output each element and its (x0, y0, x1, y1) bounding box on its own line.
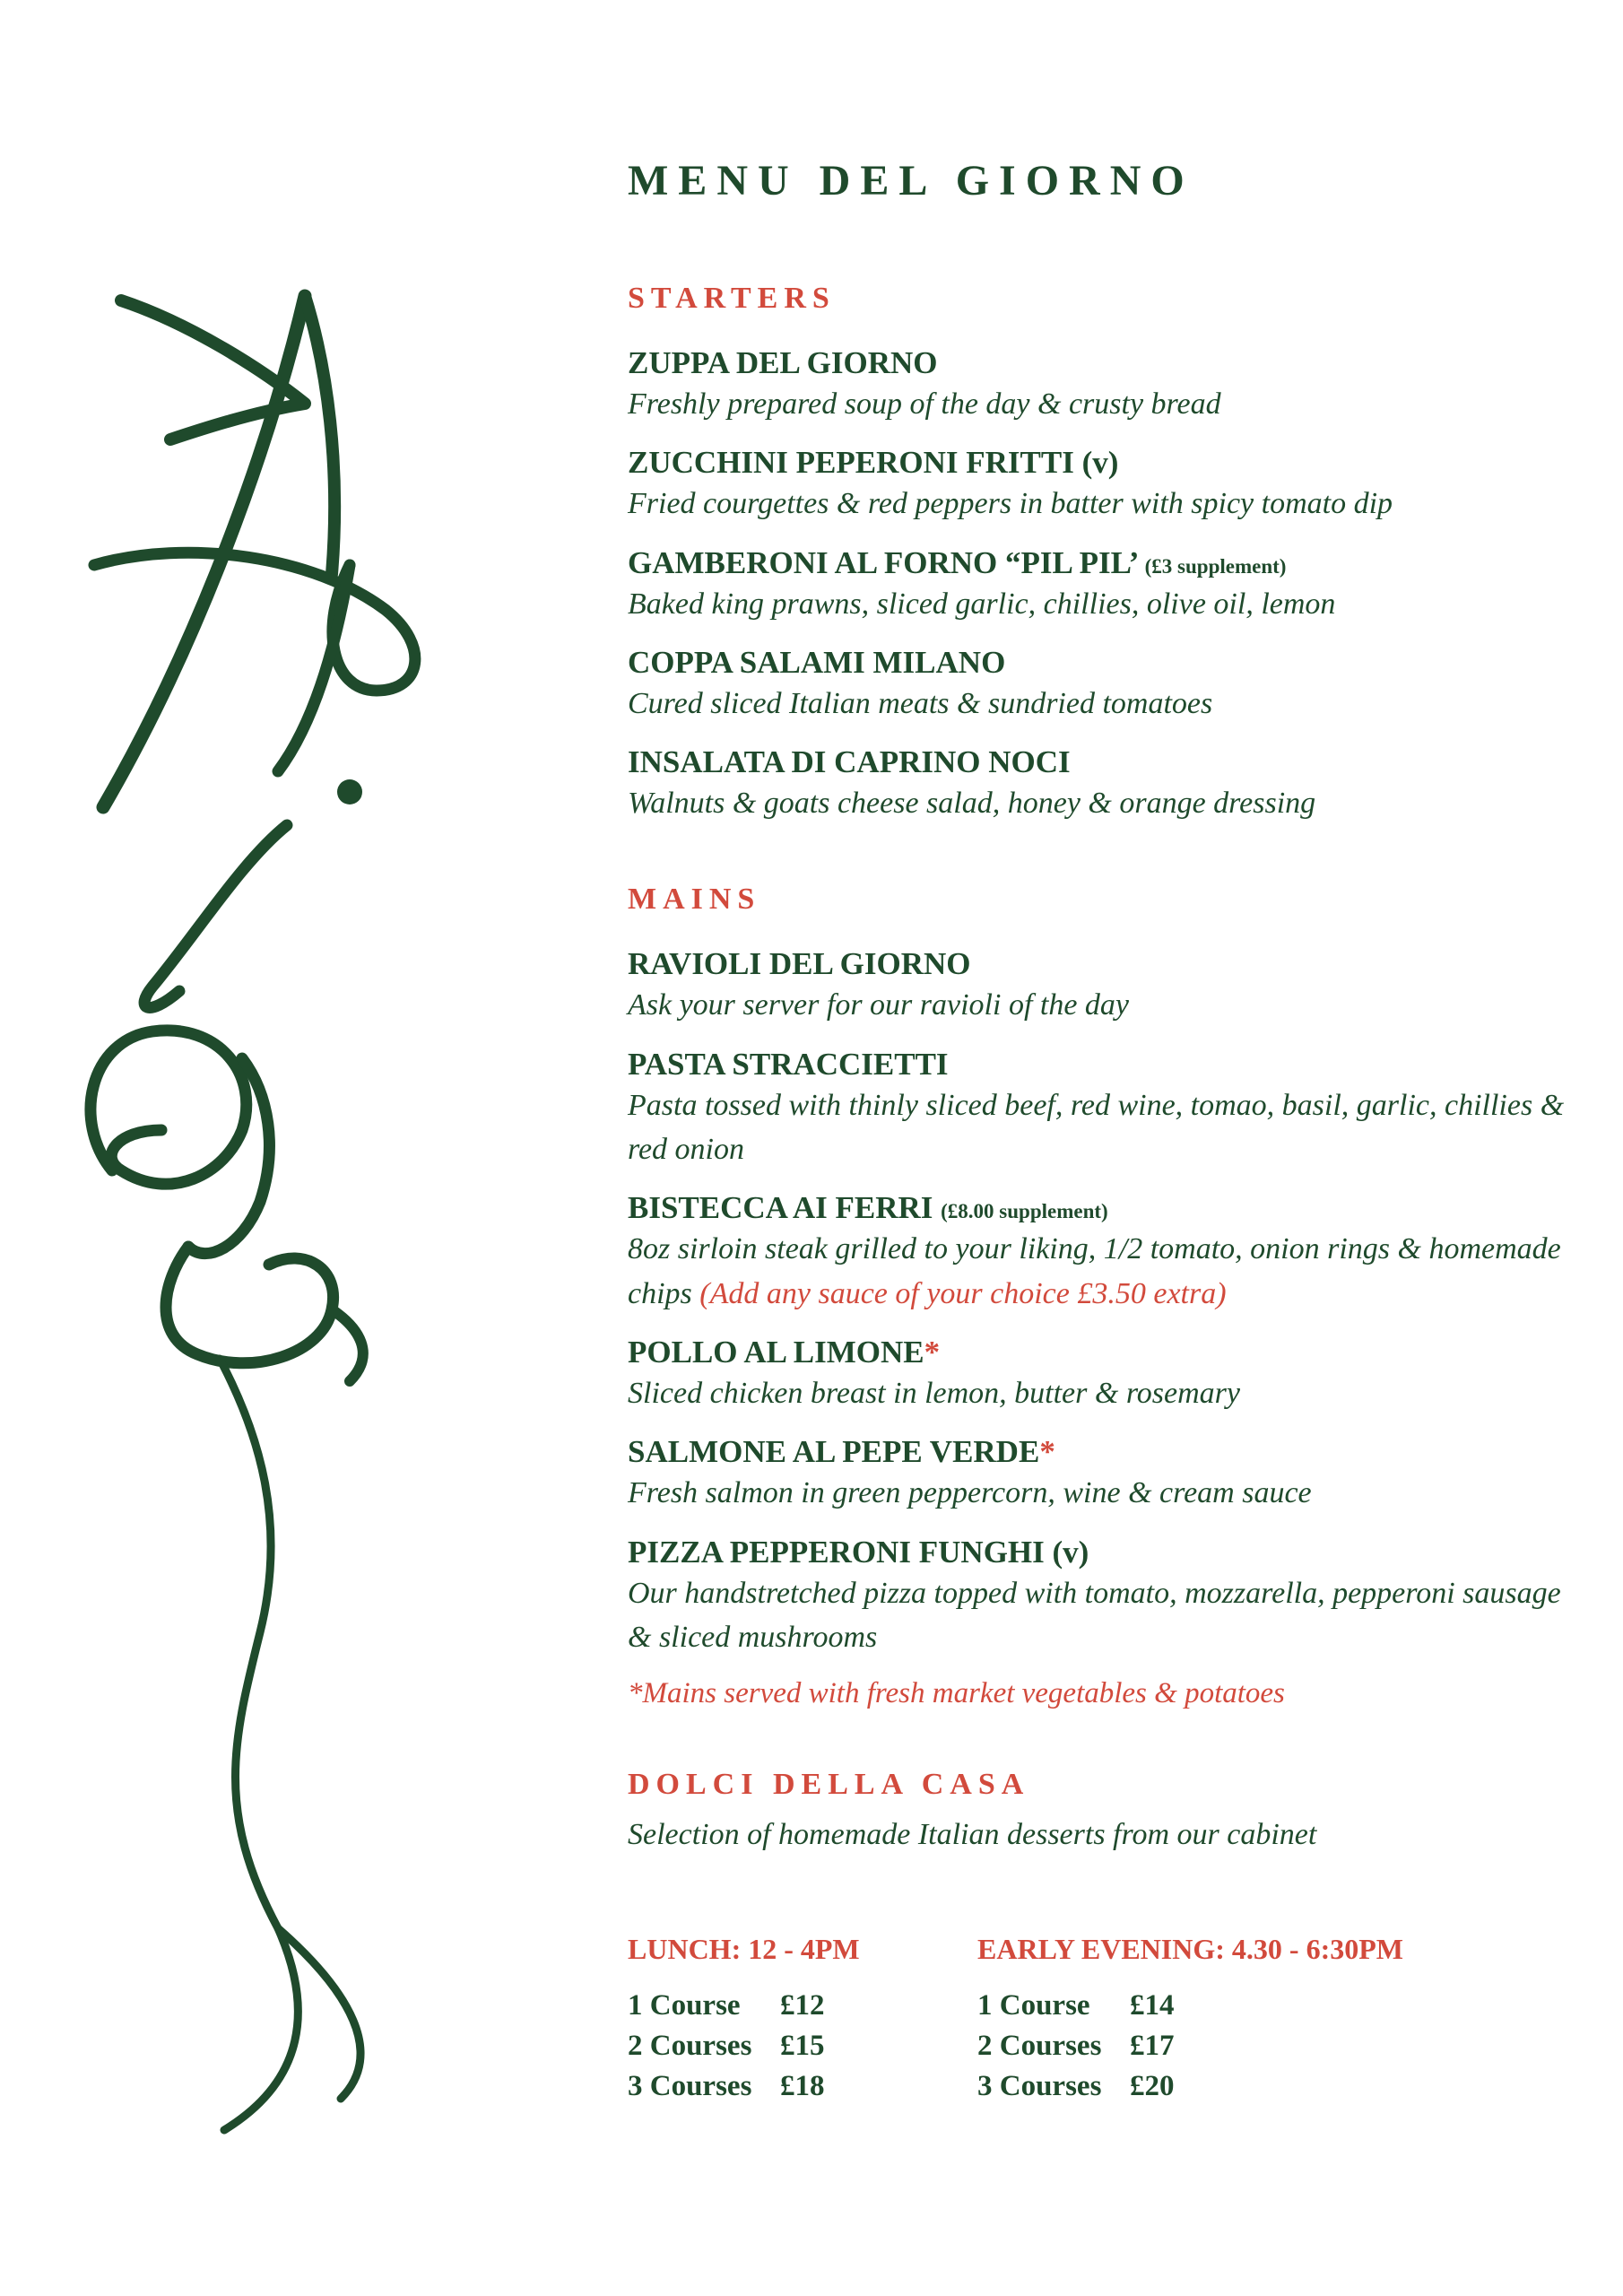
menu-content (628, 157, 1578, 2107)
supplement-note: (£3 supplement) (1144, 554, 1287, 578)
item-name: PIZZA PEPPERONI FUNGHI (v) (628, 1534, 1089, 1570)
menu-item (628, 1433, 1578, 1515)
menu-item (628, 1334, 1578, 1415)
menu-item (628, 1046, 1578, 1172)
item-name: RAVIOLI DEL GIORNO (628, 946, 971, 982)
menu-item (628, 544, 1578, 626)
item-desc: Pasta tossed with thinly sliced beef, red wine, tomao, basil, garlic, chillies & red onion (628, 1088, 1565, 1167)
menu-item (628, 644, 1578, 726)
item-name: INSALATA DI CAPRINO NOCI (628, 744, 1071, 780)
item-desc: Fried courgettes & red peppers in batter with spicy tomato dip (628, 487, 1393, 521)
item-desc: Fresh salmon in green peppercorn, wine & cream sauce (628, 1476, 1312, 1510)
dolci-title: DOLCI DELLA CASA (628, 1768, 1030, 1802)
item-desc: Ask your server for our ravioli of the day (628, 988, 1130, 1022)
price-row: 1 Course £12 (628, 1989, 825, 2022)
item-name: POLLO AL LIMONE* (628, 1334, 941, 1370)
price-row: 1 Course £14 (977, 1989, 1175, 2022)
price-row: 3 Courses £18 (628, 2069, 825, 2102)
dolci-desc: Selection of homemade Italian desserts from our cabinet (628, 1818, 1317, 1852)
menu-item (628, 1534, 1578, 1660)
menu-item (628, 444, 1578, 526)
menu-item (628, 344, 1578, 426)
supplement-note: (£8.00 supplement) (941, 1200, 1108, 1223)
price-row: 2 Courses £17 (977, 2030, 1175, 2063)
item-name: BISTECCA AI FERRI (£8.00 supplement) (628, 1190, 1108, 1226)
item-name: PASTA STRACCIETTI (628, 1046, 949, 1082)
asterisk-mark: * (1039, 1434, 1055, 1470)
item-desc: Baked king prawns, sliced garlic, chillies, olive oil, lemon (628, 587, 1336, 621)
menu-item (628, 744, 1578, 825)
sauce-extra-note: (Add any sauce of your choice £3.50 extra) (699, 1276, 1227, 1310)
menu-title: MENU DEL GIORNO (628, 157, 1194, 204)
menu-item (628, 1189, 1578, 1316)
item-name: ZUPPA DEL GIORNO (628, 345, 938, 380)
evening-heading: EARLY EVENING: 4.30 - 6:30PM (977, 1933, 1403, 1966)
item-desc: Cured sliced Italian meats & sundried tomatoes (628, 686, 1213, 720)
item-name: GAMBERONI AL FORNO “PIL PIL’ (£3 supplement) (628, 544, 1287, 580)
menu-item (628, 945, 1578, 1027)
item-name: COPPA SALAMI MILANO (628, 644, 1006, 680)
item-desc: Our handstretched pizza topped with tomato, mozzarella, pepperoni sausage & sliced mushrooms (628, 1576, 1561, 1654)
mains-footnote: *Mains served with fresh market vegetables & potatoes (628, 1677, 1285, 1710)
mains-title: MAINS (628, 883, 761, 917)
item-desc: Sliced chicken breast in lemon, butter & rosemary (628, 1376, 1240, 1410)
item-name: SALMONE AL PEPE VERDE* (628, 1434, 1055, 1470)
dolci-section (628, 1770, 1578, 1852)
starters-title: STARTERS (628, 282, 836, 315)
lunch-prices (628, 1933, 977, 2107)
item-name: ZUCCHINI PEPERONI FRITTI (v) (628, 445, 1119, 481)
evening-prices (977, 1933, 1480, 2107)
price-row: 2 Courses £15 (628, 2030, 825, 2063)
price-section (628, 1933, 1578, 2107)
item-desc: Walnuts & goats cheese salad, honey & orange dressing (628, 787, 1316, 821)
price-row: 3 Courses £20 (977, 2069, 1175, 2102)
mains-section (628, 884, 1578, 1710)
arigo-logo (63, 269, 511, 2135)
item-desc: Freshly prepared soup of the day & crusty bread (628, 387, 1221, 421)
lunch-heading: LUNCH: 12 - 4PM (628, 1933, 860, 1966)
starters-section (628, 283, 1578, 825)
item-desc: 8oz sirloin steak grilled to your liking, 1/2 tomato, onion rings & homemade chips (Add any sauce of your choice £3.50 extra) (628, 1232, 1561, 1310)
asterisk-mark: * (924, 1334, 941, 1370)
